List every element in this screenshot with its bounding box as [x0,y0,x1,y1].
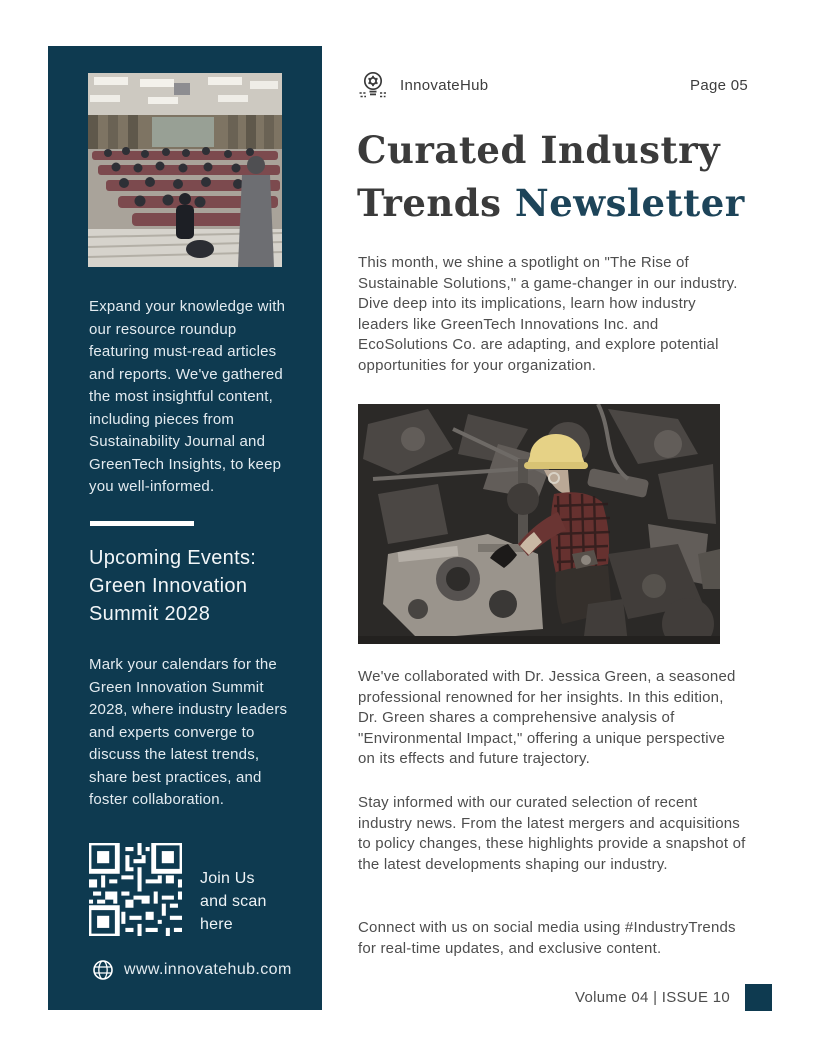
website-url[interactable]: www.innovatehub.com [124,961,292,978]
sidebar-divider [90,521,194,526]
headline-line2-accent: Newsletter [514,181,745,225]
brand [358,69,488,101]
newsletter-title [357,124,769,230]
page-number: Page 05 [690,76,748,94]
intro-paragraph: This month, we shine a spotlight on "The Rise of Sustainable Solutions," a game-changer in our industry. Dive deep into its implications, learn how industry leaders like GreenTech Innovations Inc. and EcoSolutions Co. are adapting, and explore potential opportunities for your organization. [358,254,738,374]
qr-code-icon [89,843,182,936]
headline-line1: Curated Industry [357,128,721,172]
brand-name: InnovateHub [400,76,489,94]
sidebar-resource-text: Expand your knowledge with our resource roundup featuring must-read articles and reports. We've gathered the most insightful content, including pieces from Sustainability Journal and GreenTech Insights, to keep you well-informed. [89,298,286,495]
footer-accent-square [745,984,772,1011]
workshop-photo [358,404,720,644]
lightbulb-gear-icon [358,69,388,101]
qr-caption-line1: Join Us [200,870,255,887]
globe-icon [92,959,114,981]
auditorium-photo [88,73,282,267]
headline-line2-dark: Trends [357,181,502,225]
social-paragraph: Connect with us on social media using #IndustryTrends for real-time updates, and exclusive content. [358,919,736,957]
volume-issue-label: Volume 04 | ISSUE 10 [575,988,730,1006]
sidebar-events-text: Mark your calendars for the Green Innovation Summit 2028, where industry leaders and experts converge to discuss the latest trends, share best practices, and foster collaboration. [89,656,288,808]
sidebar-events-heading: Upcoming Events: Green Innovation Summit 2028 [89,547,257,625]
news-paragraph: Stay informed with our curated selection of recent industry news. From the latest mergers and acquisitions to policy changes, these highlights provide a snapshot of the latest developments shaping our industry. [358,794,746,873]
qr-caption-line2: and scan here [200,893,267,933]
website-row [92,959,292,981]
qr-code-graphic [89,843,182,936]
page-header [358,68,748,102]
workshop-photo-graphic [358,404,720,644]
qr-caption [200,867,299,936]
page-footer [358,983,772,1011]
auditorium-photo-graphic [88,73,282,267]
sidebar [48,46,322,1010]
collaboration-paragraph: We've collaborated with Dr. Jessica Green, a seasoned professional renowned for her insights. In this edition, Dr. Green shares a comprehensive analysis of "Environmental Impact," offering a unique perspective on its effects and future trajectory. [358,668,736,767]
qr-section [89,843,299,937]
